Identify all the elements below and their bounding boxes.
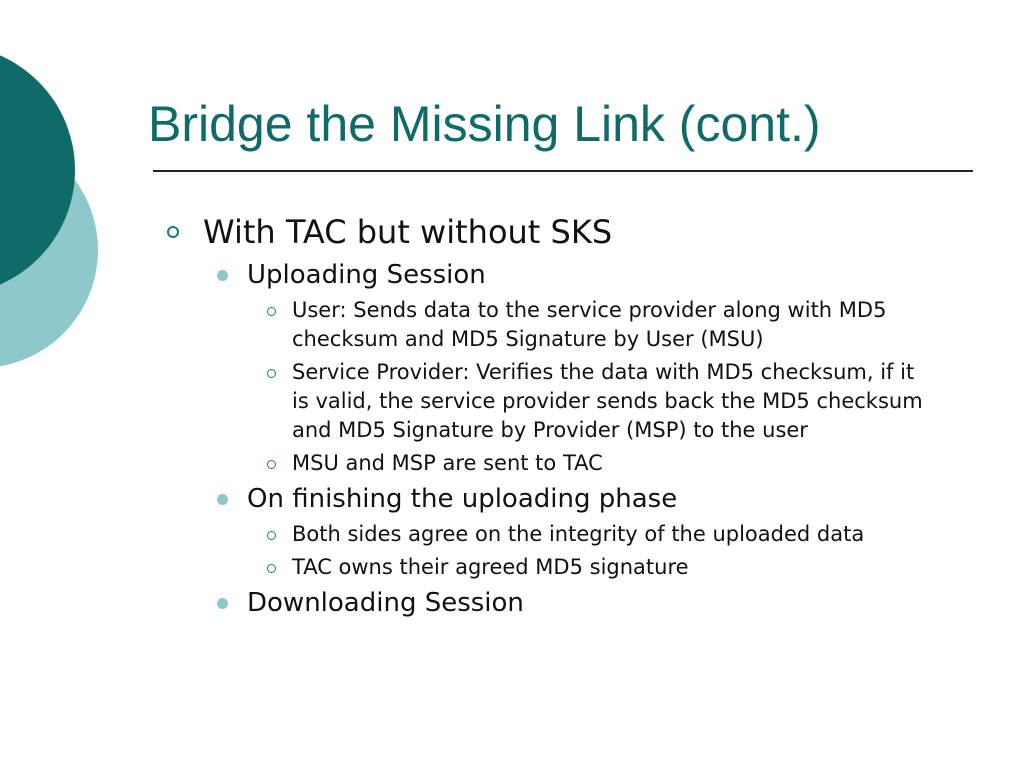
ring-bullet-icon: [267, 307, 276, 316]
ring-bullet-icon: [267, 531, 276, 540]
bullet-item-with-tac: [160, 210, 980, 254]
bullet-text: User: Sends data to the service provider along with MD5 checksum and MD5 Signature by User (MSU): [292, 298, 887, 351]
ring-bullet-icon: [167, 226, 179, 238]
bullet-item-finishing-upload: [160, 482, 980, 516]
bullet-text: On finishing the uploading phase: [247, 484, 678, 514]
bullet-text: Both sides agree on the integrity of the uploaded data: [292, 522, 865, 546]
decorative-circles: [0, 0, 110, 420]
bullet-text: Downloading Session: [247, 588, 524, 618]
bullet-item-both-sides-agree: [160, 520, 932, 549]
dot-bullet-icon: [217, 494, 228, 505]
bullet-item-uploading-session: [160, 258, 980, 292]
bullet-text: Uploading Session: [247, 260, 486, 290]
bullet-item-user-sends: [160, 296, 932, 354]
bullet-text: TAC owns their agreed MD5 signature: [292, 555, 689, 579]
bullet-text: MSU and MSP are sent to TAC: [292, 451, 603, 475]
bullet-text: With TAC but without SKS: [203, 213, 613, 251]
ring-bullet-icon: [267, 564, 276, 573]
bullet-item-tac-owns: [160, 553, 932, 582]
bullet-item-msu-msp: [160, 449, 932, 478]
ring-bullet-icon: [267, 460, 276, 469]
bullet-text: Service Provider: Verifies the data with MD5 checksum, if it is valid, the service provider sends back the MD5 checksum and MD5 Signature by Provider (MSP) to the user: [292, 360, 923, 442]
bullet-item-downloading-session: [160, 586, 980, 620]
title-underline: [153, 170, 973, 172]
ring-bullet-icon: [267, 369, 276, 378]
bullet-list: [160, 210, 980, 620]
dot-bullet-icon: [217, 598, 228, 609]
slide-title: Bridge the Missing Link (cont.): [148, 96, 821, 152]
dot-bullet-icon: [217, 270, 228, 281]
bullet-item-service-provider: [160, 358, 932, 445]
